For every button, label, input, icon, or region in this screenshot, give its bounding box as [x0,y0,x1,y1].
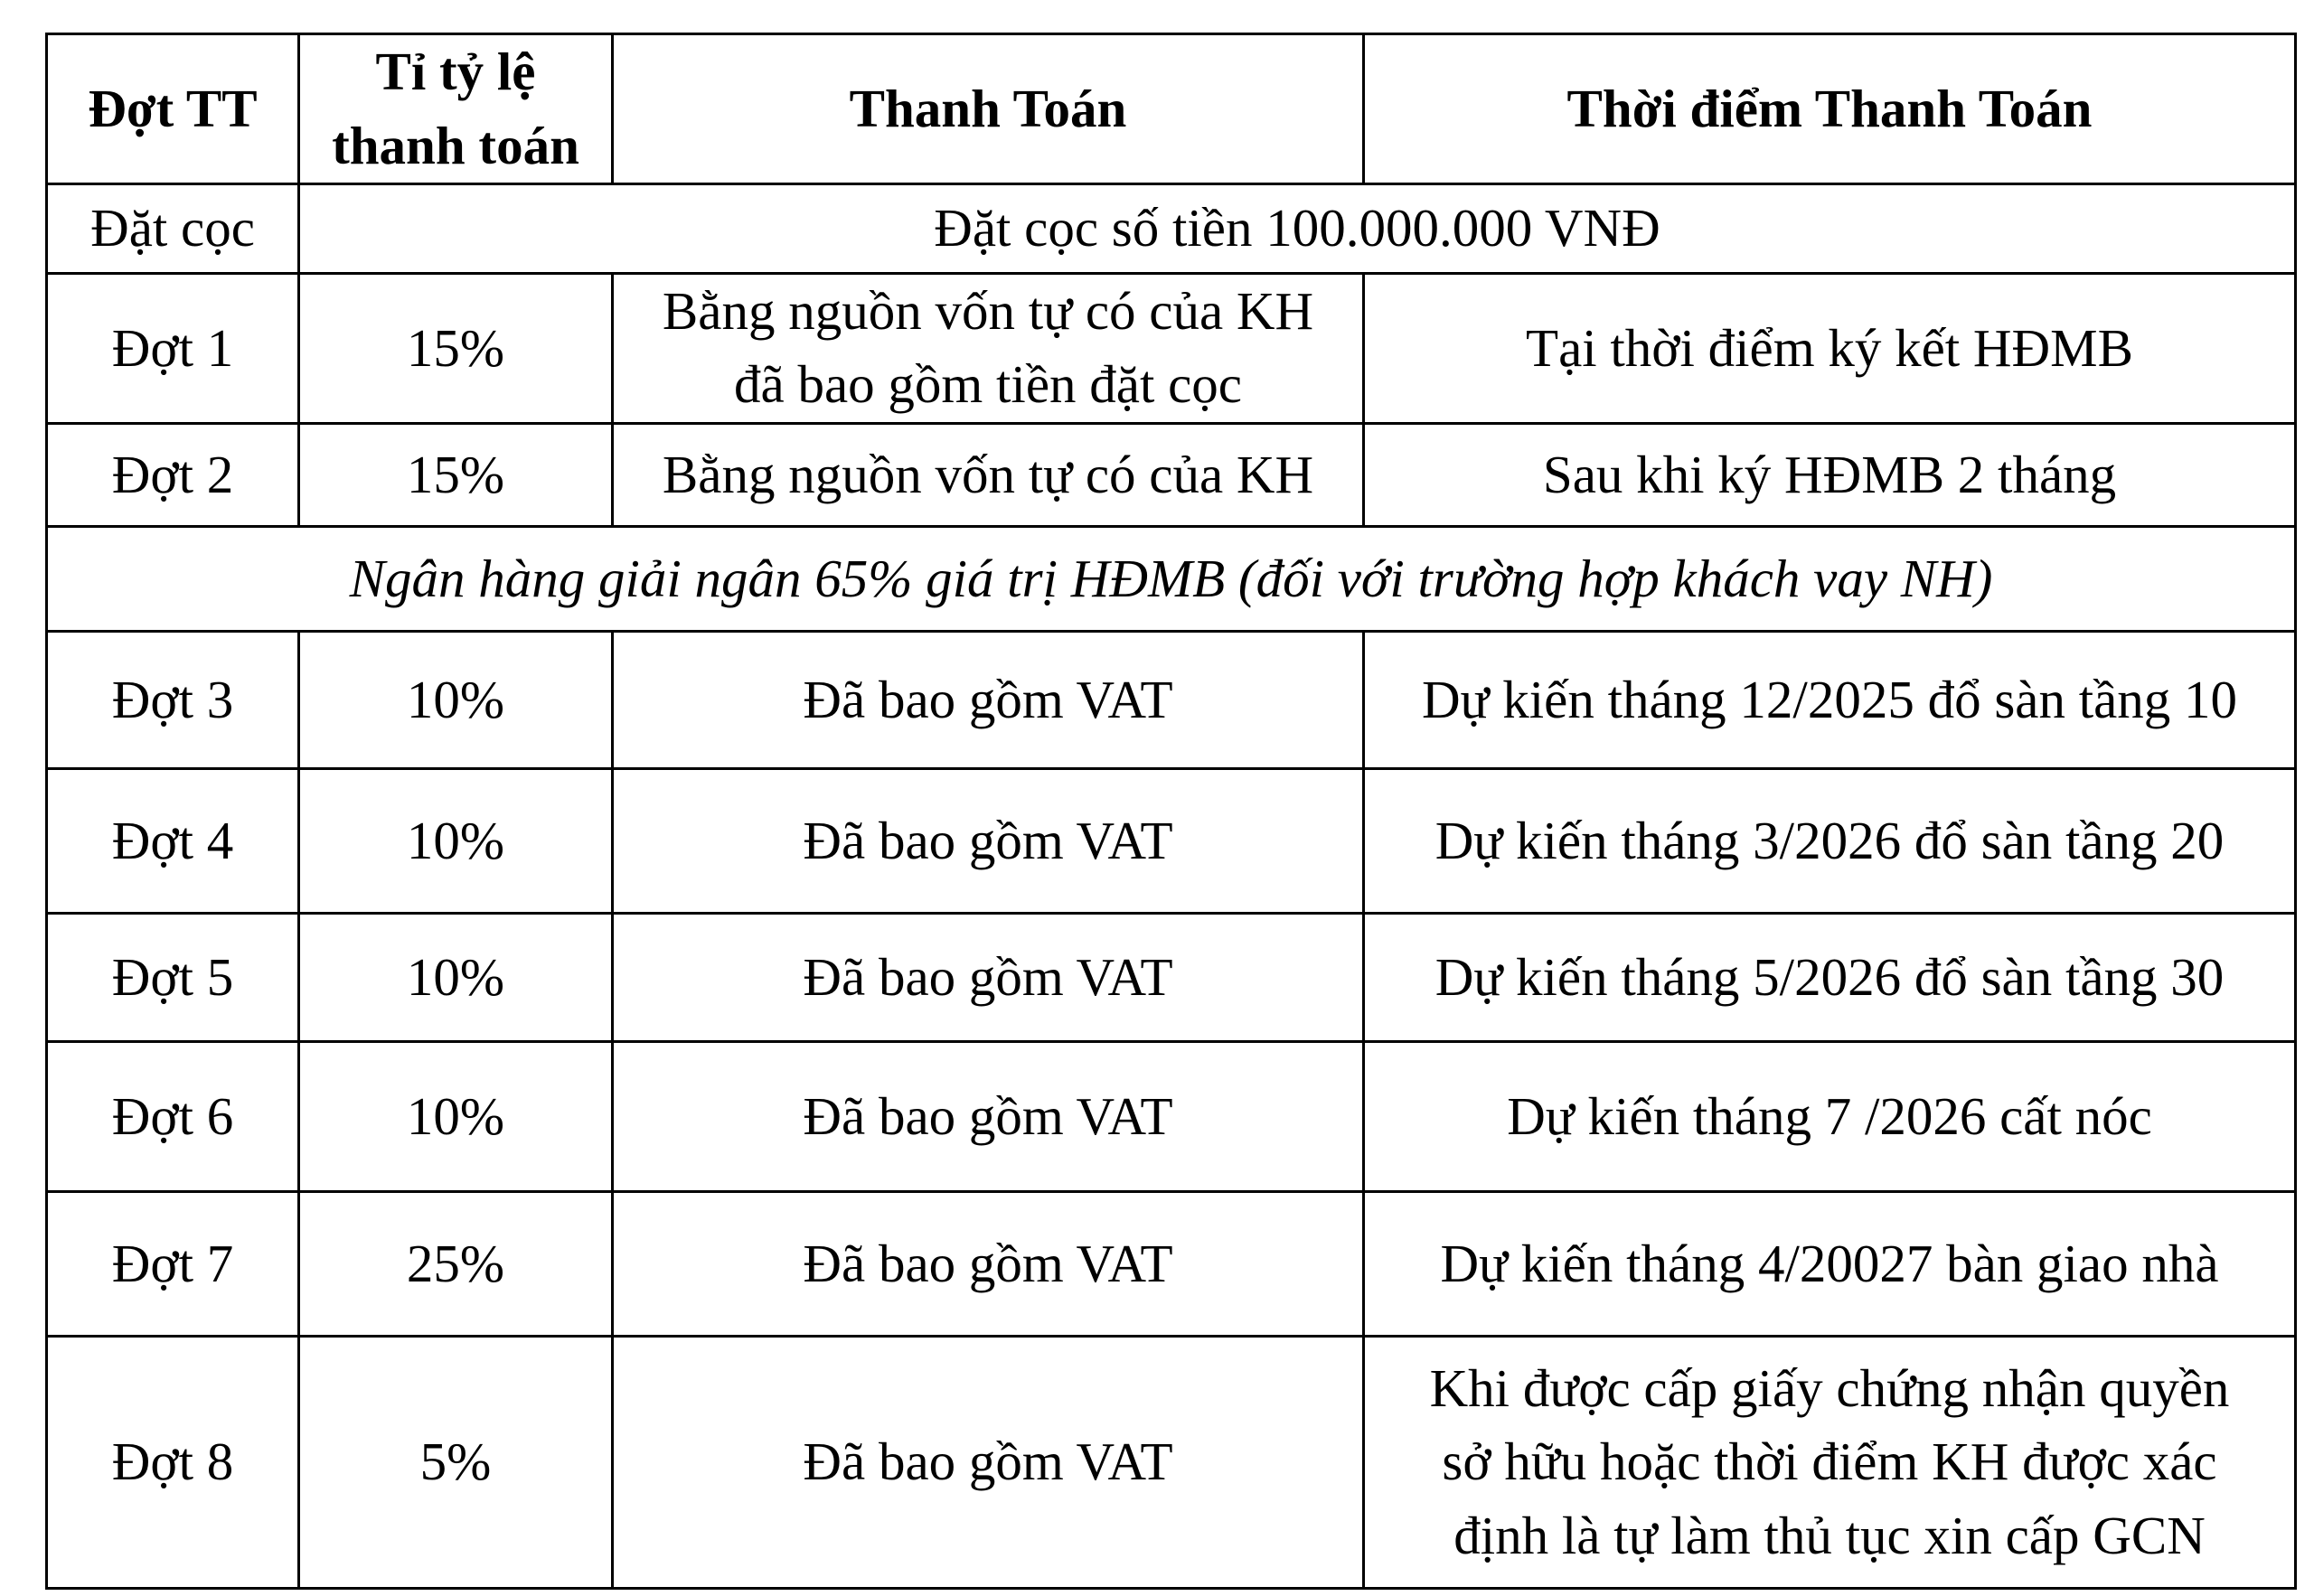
payment-line: Đã bao gồm VAT [803,669,1173,729]
rate-cell: 10% [299,631,613,768]
timing-line: Dự kiến tháng 3/2026 đổ sàn tầng 20 [1434,810,2225,870]
header-rate [299,34,613,184]
deposit-amount: Đặt cọc số tiền 100.000.000 VNĐ [299,184,2296,274]
bank-disbursement-note: Ngân hàng giải ngân 65% giá trị HĐMB (đối với trường hợp khách vay NH) [47,526,2296,631]
timing-line: Dự kiến tháng 4/20027 bàn giao nhà [1440,1233,2219,1293]
timing-cell [1364,274,2296,424]
table-row [47,631,2296,768]
header-row [47,34,2296,184]
installment-cell: Đợt 3 [47,631,299,768]
header-timing: Thời điểm Thanh Toán [1364,34,2296,184]
payment-cell [613,1191,1364,1336]
installment-cell: Đợt 2 [47,423,299,526]
payment-line: Bằng nguồn vốn tự có của KH [662,281,1314,341]
table-row [47,768,2296,913]
header-payment: Thanh Toán [613,34,1364,184]
timing-line: Khi được cấp giấy chứng nhận quyền [1429,1357,2230,1418]
table-row [47,1041,2296,1191]
table-row [47,1336,2296,1588]
timing-cell [1364,631,2296,768]
timing-line: sở hữu hoặc thời điểm KH được xác [1442,1432,2217,1492]
timing-line: Sau khi ký HĐMB 2 tháng [1542,444,2117,504]
rate-cell: 25% [299,1191,613,1336]
rate-cell: 10% [299,768,613,913]
payment-line: Đã bao gồm VAT [803,1085,1173,1146]
payment-cell [613,423,1364,526]
rate-cell: 5% [299,1336,613,1588]
payment-line: Bằng nguồn vốn tự có của KH [662,444,1314,504]
header-rate-line2: thanh toán [332,115,579,175]
header-installment: Đợt TT [47,34,299,184]
payment-line: đã bao gồm tiền đặt cọc [734,354,1242,415]
rate-cell: 10% [299,1041,613,1191]
timing-line: Dự kiến tháng 5/2026 đổ sàn tầng 30 [1434,946,2225,1007]
payment-line: Đã bao gồm VAT [803,1432,1173,1492]
payment-cell [613,913,1364,1041]
table-row [47,913,2296,1041]
rate-cell: 10% [299,913,613,1041]
rate-cell: 15% [299,423,613,526]
timing-cell [1364,1191,2296,1336]
deposit-label: Đặt cọc [47,184,299,274]
installment-cell: Đợt 1 [47,274,299,424]
table-row [47,1191,2296,1336]
payment-cell [613,1041,1364,1191]
installment-cell: Đợt 6 [47,1041,299,1191]
payment-cell [613,1336,1364,1588]
timing-line: định là tự làm thủ tục xin cấp GCN [1453,1505,2206,1565]
payment-schedule-table [45,33,2297,1590]
payment-line: Đã bao gồm VAT [803,1233,1173,1293]
rows-after-note [47,631,2296,1588]
payment-line: Đã bao gồm VAT [803,946,1173,1007]
timing-cell [1364,768,2296,913]
header-rate-line1: Tỉ tỷ lệ [375,42,536,102]
rows-before-note [47,274,2296,527]
installment-cell: Đợt 5 [47,913,299,1041]
payment-line: Đã bao gồm VAT [803,810,1173,870]
installment-cell: Đợt 4 [47,768,299,913]
installment-cell: Đợt 7 [47,1191,299,1336]
installment-cell: Đợt 8 [47,1336,299,1588]
table-row [47,423,2296,526]
table-row [47,274,2296,424]
timing-cell [1364,1336,2296,1588]
timing-cell [1364,1041,2296,1191]
deposit-row [47,184,2296,274]
timing-line: Dự kiến tháng 7 /2026 cất nóc [1507,1085,2152,1146]
payment-cell [613,631,1364,768]
bank-note-row [47,526,2296,631]
payment-cell [613,768,1364,913]
timing-line: Dự kiến tháng 12/2025 đổ sàn tầng 10 [1421,669,2238,729]
rate-cell: 15% [299,274,613,424]
timing-cell [1364,423,2296,526]
timing-line: Tại thời điểm ký kết HĐMB [1526,317,2133,378]
payment-cell [613,274,1364,424]
timing-cell [1364,913,2296,1041]
